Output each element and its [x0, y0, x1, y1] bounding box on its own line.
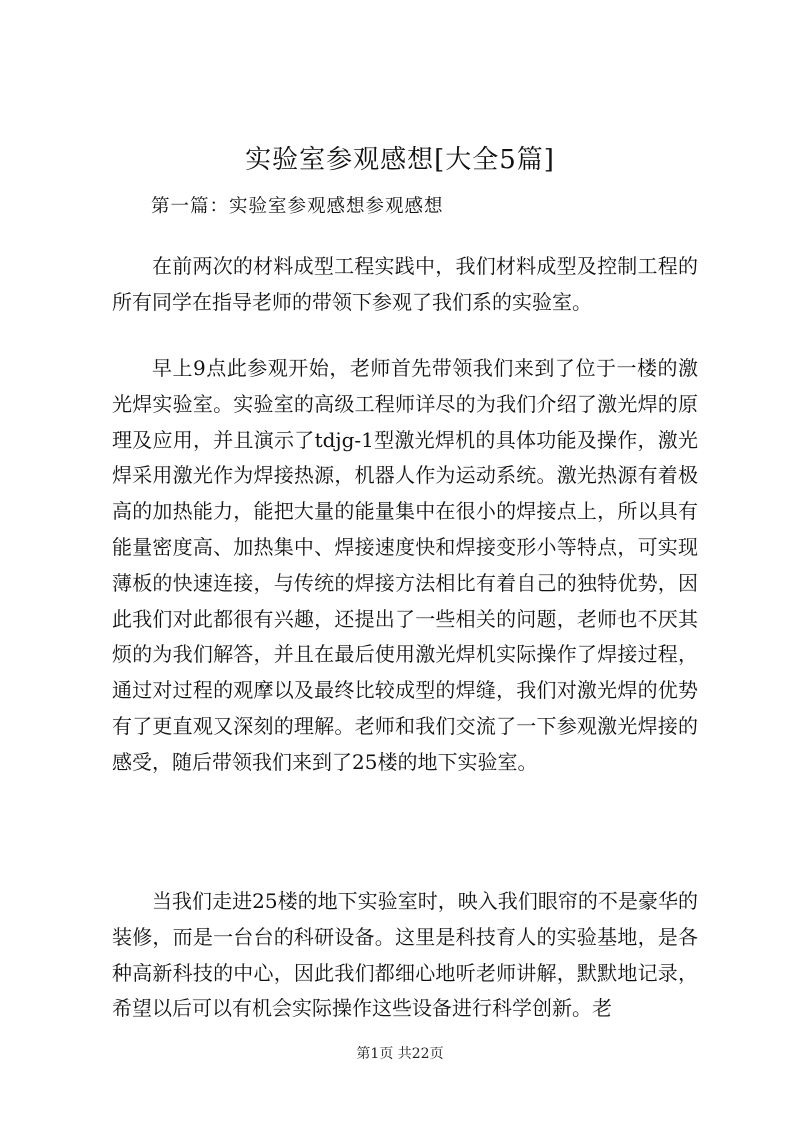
- paragraph-1: 在前两次的材料成型工程实践中，我们材料成型及控制工程的所有同学在指导老师的带领下参观了我们系的实验室。: [112, 254, 698, 314]
- section-heading: 第一篇：实验室参观感想参观感想: [151, 196, 444, 217]
- paragraph-2: 早上9点此参观开始，老师首先带领我们来到了位于一楼的激光焊实验室。实验室的高级工程师详尽的为我们介绍了激光焊的原理及应用，并且演示了tdjg-1型激光焊机的具体功能及操作，激光焊采用激光作为焊接热源，机器人作为运动系统。激光热源有着极高的加热能力，能把大量的能量集中在很小的焊接点上，所以具有能量密度高、加热集中、焊接速度快和焊接变形小等特点，可实现薄板的快速连接，与传统的焊接方法相比有着自己的独特优势，因此我们对此都很有兴趣，还提出了一些相关的问题，老师也不厌其烦的为我们解答，并且在最后使用激光焊机实际操作了焊接过程，通过对过程的观摩以及最终比较成型的焊缝，我们对激光焊的优势有了更直观又深刻的理解。老师和我们交流了一下参观激光焊接的感受，随后带领我们来到了25楼的地下实验室。: [112, 356, 698, 774]
- paragraph-3: 当我们走进25楼的地下实验室时，映入我们眼帘的不是豪华的装修，而是一台台的科研设备。这里是科技育人的实验基地，是各种高新科技的中心，因此我们都细心地听老师讲解，默默地记录，希望以后可以有机会实际操作这些设备进行科学创新。老: [112, 889, 698, 1021]
- document-title: 实验室参观感想[大全5篇]: [245, 145, 555, 175]
- page-number-footer: 第1页 共22页: [356, 1046, 444, 1062]
